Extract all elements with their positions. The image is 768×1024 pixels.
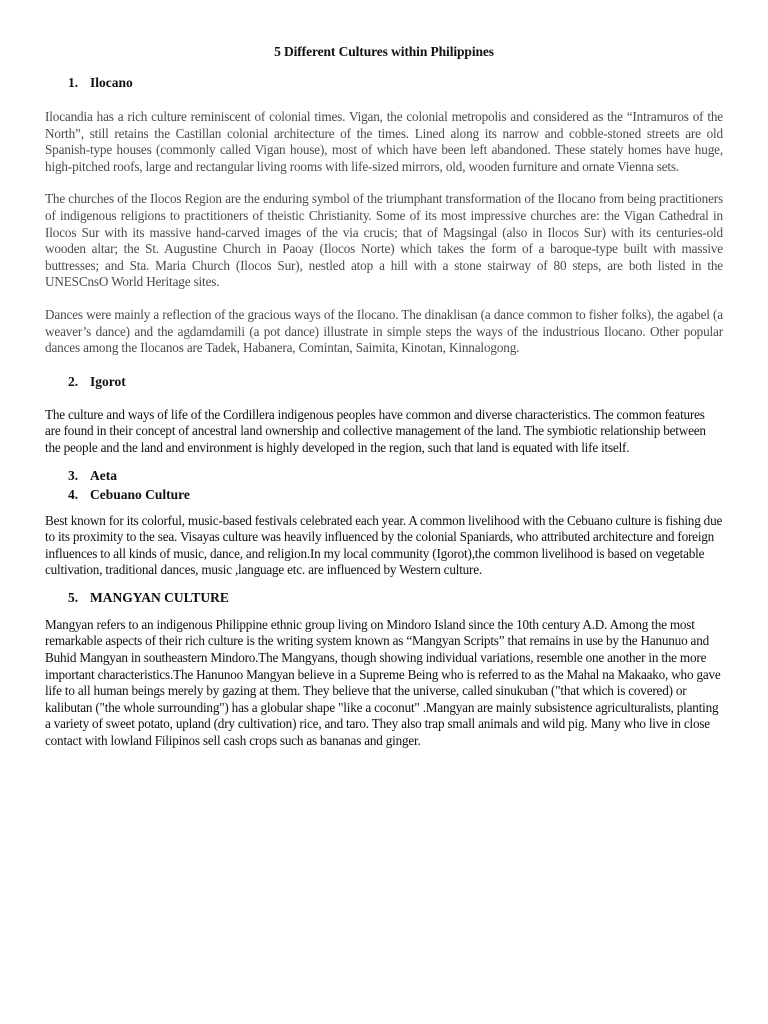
section-number: 2. [68, 373, 79, 389]
section-heading-mangyan [45, 590, 723, 606]
section-title: Ilocano [90, 75, 133, 90]
section-title: MANGYAN CULTURE [90, 589, 229, 605]
section-title: Igorot [90, 373, 126, 389]
section-title: Cebuano Culture [90, 486, 190, 502]
section-heading-igorot [45, 374, 723, 390]
section-title: Aeta [90, 467, 117, 483]
document-title: 5 Different Cultures within Philippines [274, 44, 494, 59]
paragraph-igorot-1: The culture and ways of life of the Cordillera indigenous peoples have common and diverse characteristics. The common features are found in their concept of ancestral land ownership and collective management of the land. The symbiotic relationship between the people and the land and environment is highly developed in the region, such that land is equated with life itself. [45, 406, 706, 455]
section-number: 5. [68, 589, 79, 605]
section-number: 3. [68, 467, 79, 483]
document-page [45, 44, 723, 750]
paragraph-ilocano-3: Dances were mainly a reflection of the gracious ways of the Ilocano. The dinaklisan (a dance common to fisher folks), the agabel (a weaver’s dance) and the agdamdamili (a pot dance) illustrate in simple steps the ways of the industrious Ilocano. Other popular dances among the Ilocanos are Tadek, Habanera, Comintan, Saimita, Kinotan, Kinnalogong. [45, 306, 723, 356]
paragraph-mangyan-1: Mangyan refers to an indigenous Philippine ethnic group living on Mindoro Island since the 10th century A.D. Among the most remarkable aspects of their rich culture is the writing system known as “Mangyan Scripts” that remains in use by the Hanunuo and Buhid Mangyan in southeastern Mindoro.The Mangyans, though showing individual variations, resemble one another in the more important characteristics.The Hanunoo Mangyan believe in a Supreme Being who is referred to as the Mahal na Makaako, who gave life to all human beings merely by gazing at them. They believe that the universe, called sinukuban ("that which is covered) or kalibutan ("the whole surrounding") has a globular shape "like a coconut" .Mangyan are mainly subsistence agriculturalists, planting a variety of sweet potato, upland (dry cultivation) rice, and taro. They also trap small animals and wild pig. Many who live in close contact with lowland Filipinos sell cash crops such as bananas and ginger. [45, 616, 721, 749]
paragraph-cebuano-1: Best known for its colorful, music-based festivals celebrated each year. A common livelihood with the Cebuano culture is fishing due to its proximity to the sea. Visayas culture was heavily influenced by the colonial Spaniards, who attributed architecture and foreign influences to all kinds of music, dance, and religion.In my local community (Igorot),the common livelihood is based on vegetable cultivation, traditional dances, music ,language etc. are influenced by Western culture. [45, 512, 723, 578]
paragraph-ilocano-2: The churches of the Ilocos Region are the enduring symbol of the triumphant transformation of the Ilocano from being practitioners of indigenous religions to practitioners of theistic Christianity. Some of its most impressive churches are: the Vigan Cathedral in Ilocos Sur with its massive hand-carved images of the via crucis; that of Magsingal (also in Ilocos Sur) with its centuries-old wooden altar; the St. Augustine Church in Paoay (Ilocos Norte) which takes the form of a baroque-type built with massive buttresses; and Sta. Maria Church (Ilocos Sur), nestled atop a hill with a stone stairway of 80 steps, are both listed in the UNESCnsO World Heritage sites. [45, 191, 723, 290]
section-heading-ilocano [45, 75, 723, 91]
section-heading-cebuano [45, 487, 723, 503]
section-heading-aeta [45, 468, 723, 484]
paragraph-ilocano-1: Ilocandia has a rich culture reminiscent of colonial times. Vigan, the colonial metropolis and considered as the “Intramuros of the North”, still retains the Castillan colonial architecture of the times. Lined along its narrow and cobble-stoned streets are old Spanish-type houses (commonly called Vigan house), most of which have been left abandoned. These stately homes have huge, high-pitched roofs, large and rectangular living rooms with life-sized mirrors, old, wooden furniture and ornate Vienna sets. [45, 109, 723, 174]
section-number: 1. [68, 75, 79, 90]
section-number: 4. [68, 486, 79, 502]
